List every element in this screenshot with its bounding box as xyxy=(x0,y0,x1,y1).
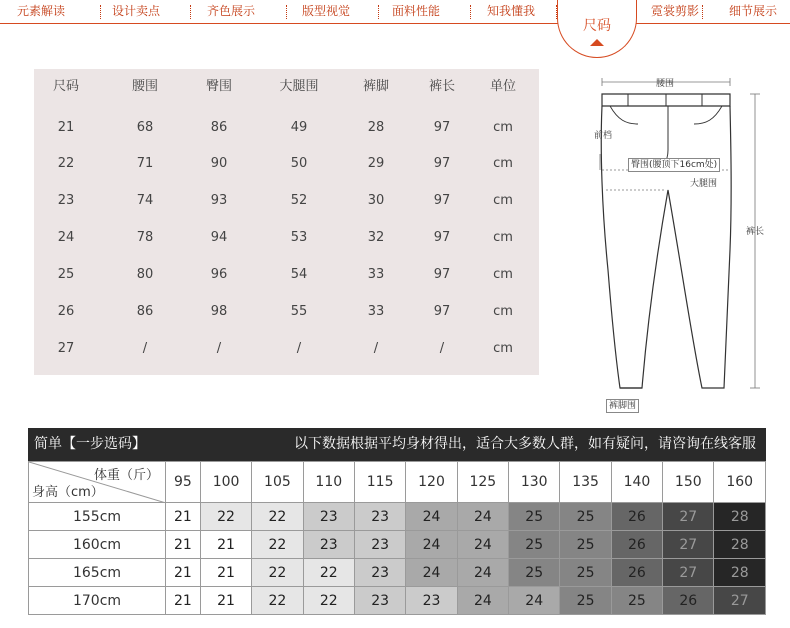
size-cell: 22 xyxy=(303,587,354,615)
table-row xyxy=(29,503,766,531)
size-cell: 23 xyxy=(406,587,457,615)
weight-header-cell: 115 xyxy=(354,462,405,503)
nav-tab-5[interactable]: 面料性能 xyxy=(391,4,440,18)
size-chart-cell: 49 xyxy=(290,120,308,135)
nav-separator xyxy=(286,5,287,19)
size-cell: 25 xyxy=(560,587,611,615)
size-chart-header-cell: 臀围 xyxy=(205,79,232,94)
size-cell: 27 xyxy=(663,531,714,559)
triangle-up-icon xyxy=(590,39,604,46)
recommendation-title: 简单【一步选码】 xyxy=(34,436,146,452)
size-cell: 24 xyxy=(406,531,457,559)
size-cell: 26 xyxy=(611,503,662,531)
size-chart-header-cell: 单位 xyxy=(489,79,516,94)
weight-axis-label: 体重（斤） xyxy=(93,468,159,483)
size-chart-cell: 74 xyxy=(136,193,154,208)
size-chart-cell: 21 xyxy=(57,120,75,135)
size-cell: 23 xyxy=(303,503,354,531)
recommendation-header xyxy=(28,428,766,461)
nav-tab-size-label: 尺码 xyxy=(583,18,611,34)
size-cell: 22 xyxy=(200,503,251,531)
weight-header-cell: 125 xyxy=(457,462,508,503)
nav-tab-4[interactable]: 版型视觉 xyxy=(301,4,350,18)
front-rise-label: 前档 xyxy=(594,131,613,141)
size-chart-cell: / xyxy=(216,341,222,356)
table-row xyxy=(29,559,766,587)
nav-tab-2[interactable]: 设计卖点 xyxy=(111,4,160,18)
size-cell: 25 xyxy=(509,531,560,559)
size-cell: 22 xyxy=(252,587,303,615)
size-chart-cell: 32 xyxy=(367,230,385,245)
size-chart-cell: 97 xyxy=(433,156,451,171)
size-cell: 25 xyxy=(560,559,611,587)
nav-separator xyxy=(378,5,379,19)
size-chart-header-cell: 裤脚 xyxy=(362,79,389,94)
size-chart-header-cell: 腰围 xyxy=(131,79,158,94)
size-cell: 23 xyxy=(303,531,354,559)
size-chart-cell: 33 xyxy=(367,267,385,282)
size-cell: 28 xyxy=(714,559,766,587)
size-cell: 23 xyxy=(354,503,405,531)
size-chart-header-cell: 大腿围 xyxy=(279,79,319,94)
weight-header-cell: 160 xyxy=(714,462,766,503)
table-row xyxy=(29,531,766,559)
size-cell: 21 xyxy=(166,559,201,587)
size-cell: 23 xyxy=(354,559,405,587)
hip-label: 臀围(腰顶下16cm处) xyxy=(628,158,720,172)
size-chart-cell: 26 xyxy=(57,304,75,319)
size-cell: 22 xyxy=(252,531,303,559)
size-cell: 23 xyxy=(354,587,405,615)
size-chart-cell: 22 xyxy=(57,156,75,171)
size-cell: 22 xyxy=(252,559,303,587)
table-row xyxy=(29,587,766,615)
weight-header-cell: 95 xyxy=(166,462,201,503)
size-chart-cell: cm xyxy=(493,120,513,135)
size-chart-cell: 93 xyxy=(210,193,228,208)
size-chart-cell: cm xyxy=(493,156,513,171)
size-chart-cell: / xyxy=(296,341,302,356)
size-cell: 26 xyxy=(611,531,662,559)
size-cell: 24 xyxy=(509,587,560,615)
size-chart-cell: 68 xyxy=(136,120,154,135)
size-chart-cell: cm xyxy=(493,304,513,319)
size-cell: 24 xyxy=(457,559,508,587)
weight-header-cell: 140 xyxy=(611,462,662,503)
recommendation-note: 以下数据根据平均身材得出，适合大多数人群，如有疑问，请咨询在线客服 xyxy=(294,436,756,452)
size-cell: 21 xyxy=(166,587,201,615)
weight-header-cell: 110 xyxy=(303,462,354,503)
weight-header-cell: 100 xyxy=(200,462,251,503)
size-chart-header-cell: 尺码 xyxy=(52,79,79,94)
size-cell: 21 xyxy=(200,559,251,587)
size-cell: 27 xyxy=(663,503,714,531)
size-cell: 25 xyxy=(611,587,662,615)
size-cell: 25 xyxy=(560,503,611,531)
size-cell: 28 xyxy=(714,503,766,531)
size-chart-table xyxy=(34,69,539,375)
nav-tab-6[interactable]: 知我懂我 xyxy=(486,4,535,18)
size-chart-cell: cm xyxy=(493,193,513,208)
size-cell: 25 xyxy=(509,559,560,587)
weight-header-cell: 120 xyxy=(406,462,457,503)
nav-tab-7[interactable]: 霓裳剪影 xyxy=(650,4,699,18)
size-chart-cell: 97 xyxy=(433,267,451,282)
size-chart-cell: 80 xyxy=(136,267,154,282)
size-chart-cell: 28 xyxy=(367,120,385,135)
nav-separator xyxy=(100,5,101,19)
nav-tab-1[interactable]: 元素解读 xyxy=(16,4,65,18)
thigh-label: 大腿围 xyxy=(690,179,718,189)
height-axis-label: 身高（cm） xyxy=(32,485,104,500)
top-nav xyxy=(0,0,790,34)
nav-separator xyxy=(470,5,471,19)
size-chart-cell: 97 xyxy=(433,230,451,245)
size-cell: 23 xyxy=(354,531,405,559)
size-cell: 26 xyxy=(611,559,662,587)
size-cell: 21 xyxy=(166,531,201,559)
size-chart-cell: 29 xyxy=(367,156,385,171)
size-chart-cell: 98 xyxy=(210,304,228,319)
size-chart-cell: 55 xyxy=(290,304,308,319)
size-chart-cell: / xyxy=(373,341,379,356)
size-cell: 28 xyxy=(714,531,766,559)
size-chart-cell: cm xyxy=(493,230,513,245)
waist-label: 腰围 xyxy=(656,79,675,89)
size-chart-cell: 97 xyxy=(433,193,451,208)
weight-header-cell: 105 xyxy=(252,462,303,503)
size-cell: 22 xyxy=(303,559,354,587)
size-chart-cell: 27 xyxy=(57,341,75,356)
size-cell: 27 xyxy=(663,559,714,587)
size-cell: 25 xyxy=(560,531,611,559)
size-chart-cell: cm xyxy=(493,341,513,356)
size-chart-cell: 50 xyxy=(290,156,308,171)
size-cell: 27 xyxy=(714,587,766,615)
nav-separator xyxy=(190,5,191,19)
size-chart-cell: 97 xyxy=(433,304,451,319)
size-cell: 24 xyxy=(406,559,457,587)
size-chart-cell: 24 xyxy=(57,230,75,245)
pants-outline-icon xyxy=(590,70,780,415)
size-cell: 24 xyxy=(457,587,508,615)
size-cell: 21 xyxy=(166,503,201,531)
size-chart-cell: 71 xyxy=(136,156,154,171)
size-chart-cell: 33 xyxy=(367,304,385,319)
size-chart-header-cell: 裤长 xyxy=(428,79,455,94)
size-cell: 25 xyxy=(509,503,560,531)
nav-tab-size[interactable] xyxy=(557,0,637,58)
size-chart-cell: 86 xyxy=(136,304,154,319)
size-cell: 21 xyxy=(200,531,251,559)
nav-tab-8[interactable]: 细节展示 xyxy=(728,4,777,18)
weight-header-cell: 130 xyxy=(509,462,560,503)
size-chart-cell: 54 xyxy=(290,267,308,282)
size-cell: 26 xyxy=(663,587,714,615)
pants-diagram xyxy=(590,70,780,415)
size-cell: 22 xyxy=(252,503,303,531)
size-chart-cell: 86 xyxy=(210,120,228,135)
weight-header-cell: 135 xyxy=(560,462,611,503)
nav-tab-3[interactable]: 齐色展示 xyxy=(206,4,255,18)
size-chart-cell: / xyxy=(439,341,445,356)
size-cell: 21 xyxy=(200,587,251,615)
size-cell: 24 xyxy=(406,503,457,531)
height-row-label: 170cm xyxy=(29,587,166,615)
grid-corner-cell xyxy=(29,462,166,503)
size-chart-cell: 94 xyxy=(210,230,228,245)
height-row-label: 155cm xyxy=(29,503,166,531)
size-cell: 24 xyxy=(457,503,508,531)
size-chart-cell: 30 xyxy=(367,193,385,208)
length-label: 裤长 xyxy=(746,227,765,237)
weight-header-cell: 150 xyxy=(663,462,714,503)
size-chart-cell: cm xyxy=(493,267,513,282)
size-chart-cell: 96 xyxy=(210,267,228,282)
nav-separator xyxy=(702,5,703,19)
recommendation-grid xyxy=(28,461,766,615)
size-chart-cell: 78 xyxy=(136,230,154,245)
hem-label: 裤脚围 xyxy=(606,399,639,413)
size-chart-cell: / xyxy=(142,341,148,356)
height-row-label: 160cm xyxy=(29,531,166,559)
size-chart-cell: 52 xyxy=(290,193,308,208)
height-row-label: 165cm xyxy=(29,559,166,587)
size-chart-cell: 23 xyxy=(57,193,75,208)
size-cell: 24 xyxy=(457,531,508,559)
size-chart-cell: 90 xyxy=(210,156,228,171)
size-chart-cell: 25 xyxy=(57,267,75,282)
size-chart-cell: 53 xyxy=(290,230,308,245)
size-chart-cell: 97 xyxy=(433,120,451,135)
